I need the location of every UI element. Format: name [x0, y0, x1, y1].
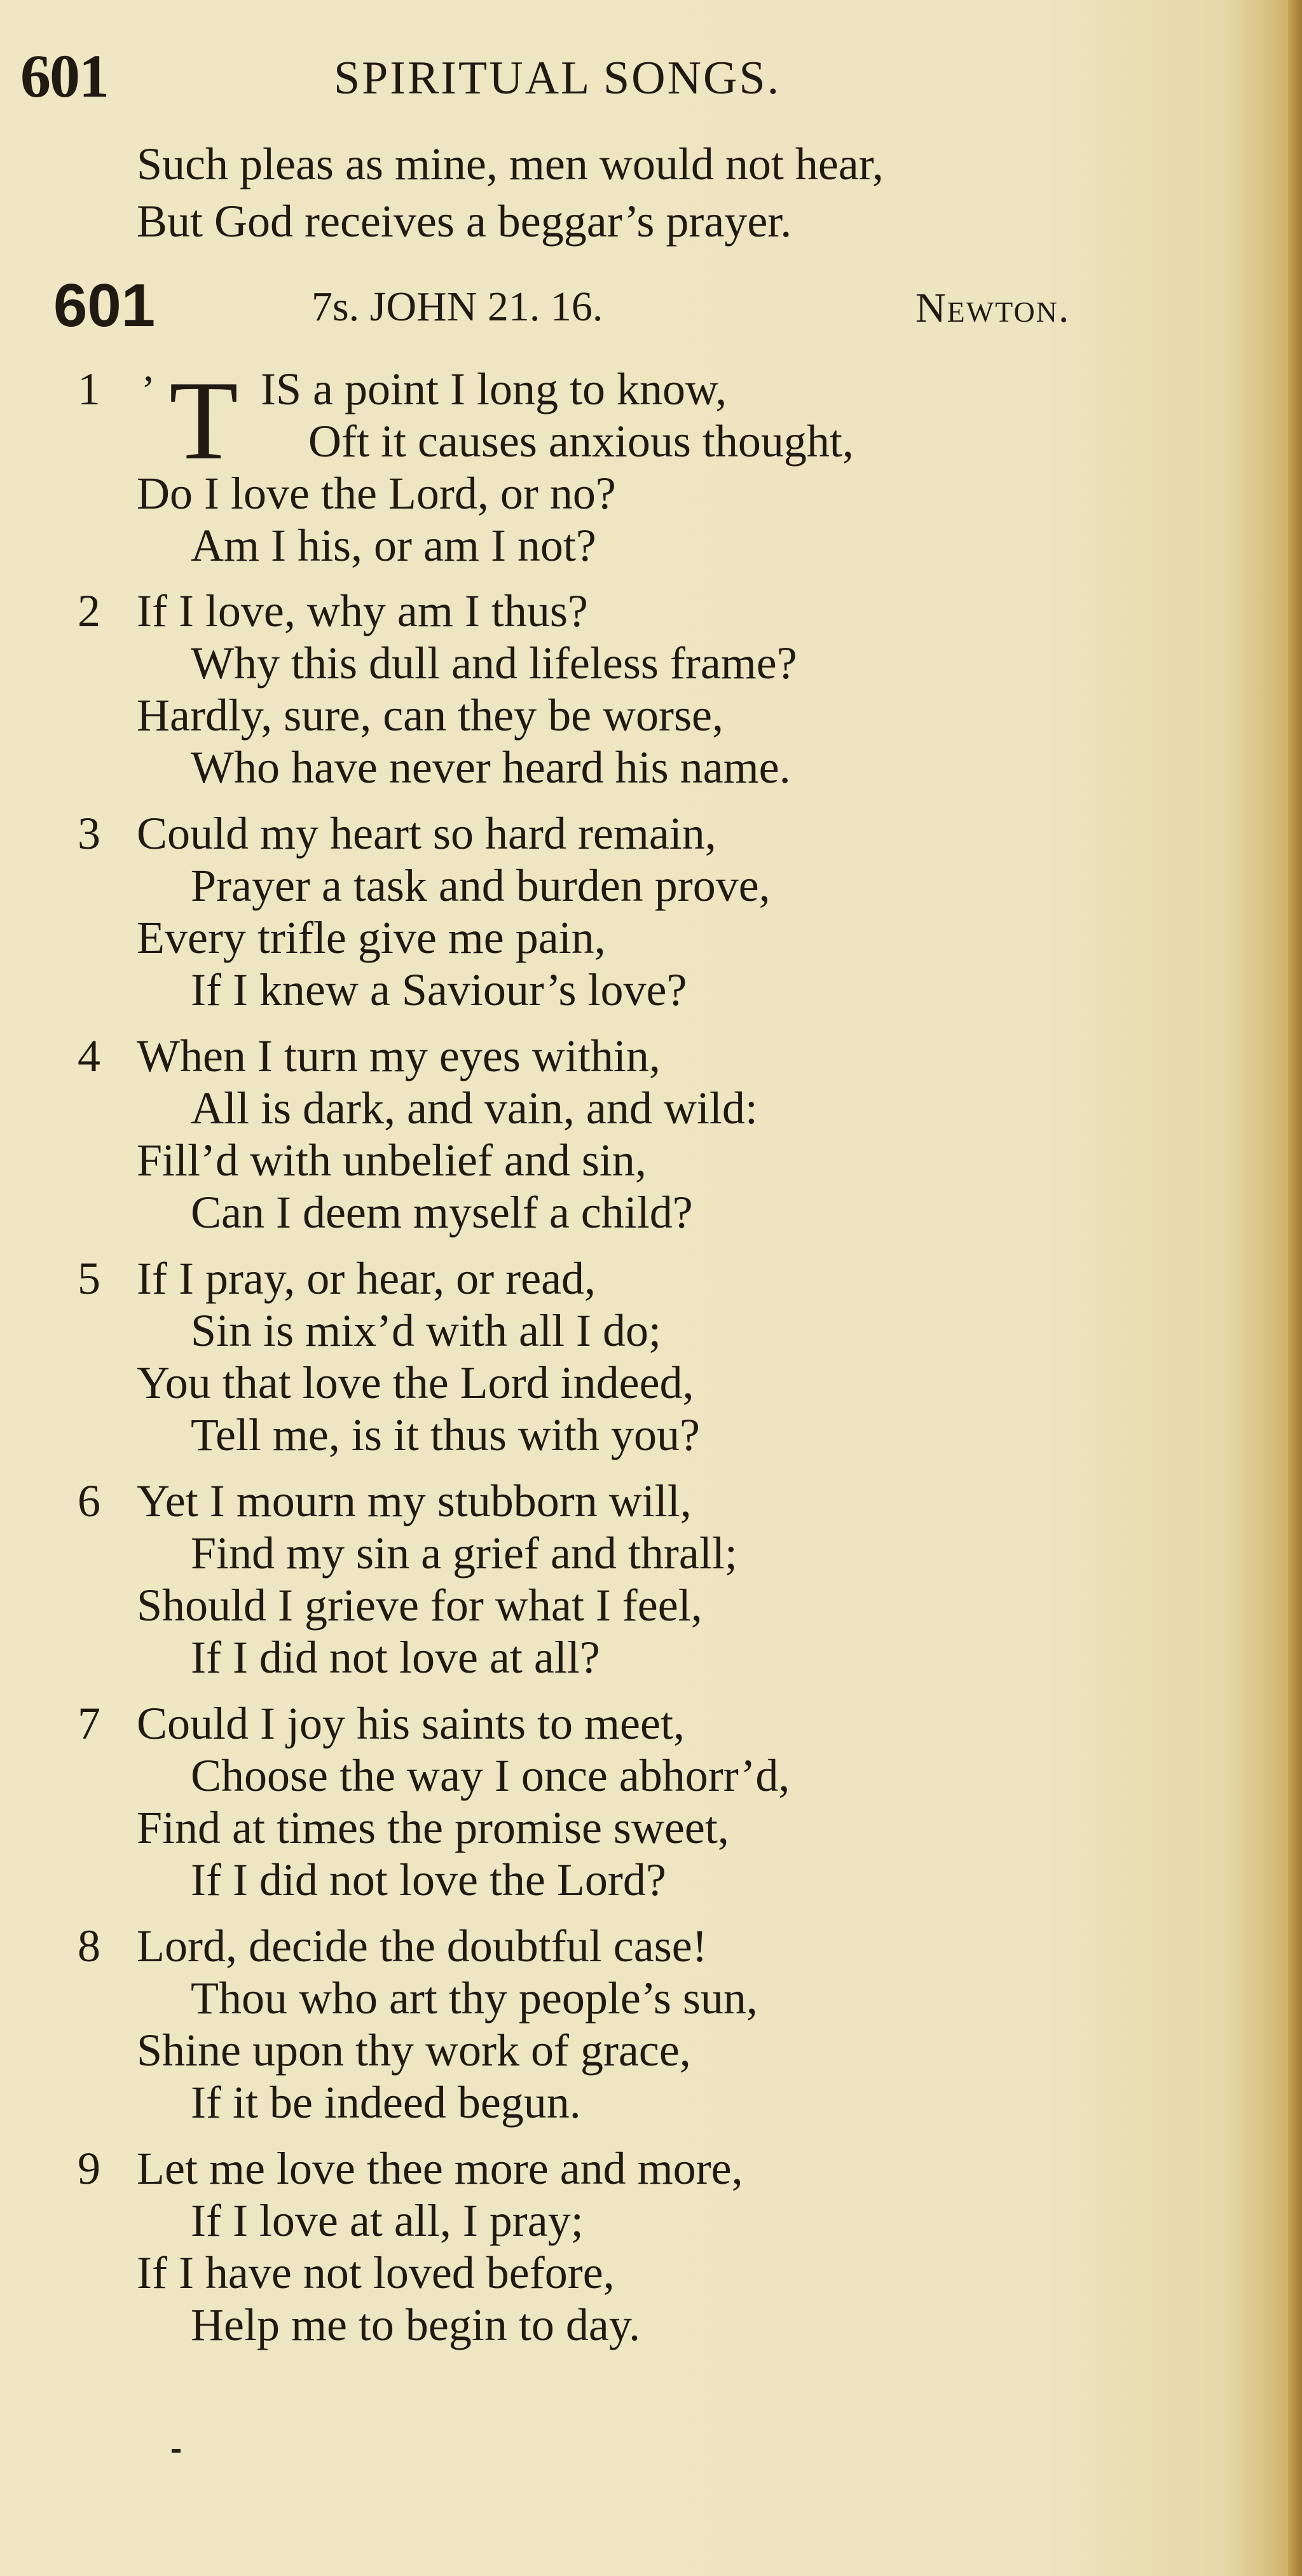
- verse-line: Can I deem myself a child?: [191, 1187, 693, 1238]
- verse-line: If I pray, or hear, or read,: [137, 1253, 596, 1304]
- verse-line: All is dark, and vain, and wild:: [191, 1083, 758, 1134]
- verse-line: If I love at all, I pray;: [191, 2195, 584, 2246]
- verse-line: If I did not love at all?: [191, 1632, 600, 1683]
- stanza-number: 3: [78, 808, 100, 859]
- verse-line: Prayer a task and burden prove,: [191, 860, 771, 911]
- drop-cap-mark: ’: [141, 367, 155, 414]
- verse-line: Should I grieve for what I feel,: [137, 1580, 702, 1631]
- hymn-number: 601: [53, 271, 156, 339]
- verse-line: Choose the way I once abhorr’d,: [191, 1750, 790, 1801]
- verse-line: When I turn my eyes within,: [137, 1031, 661, 1081]
- previous-hymn-line: Such pleas as mine, men would not hear,: [137, 139, 884, 189]
- stanza-number: 7: [78, 1698, 100, 1749]
- printer-mark: [172, 2449, 181, 2453]
- verse-line: If it be indeed begun.: [191, 2077, 581, 2128]
- verse-line: Thou who art thy people’s sun,: [191, 1973, 758, 2024]
- verse-line: If I did not love the Lord?: [191, 1854, 666, 1905]
- verse-line: Find my sin a grief and thrall;: [191, 1528, 737, 1579]
- verse-line: Could I joy his saints to meet,: [137, 1698, 685, 1749]
- hymn-author: Newton.: [915, 285, 1071, 331]
- page-number: 601: [20, 42, 108, 110]
- stanza-number: 2: [78, 586, 100, 636]
- stanza-number: 8: [78, 1921, 100, 1971]
- verse-line: Who have never heard his name.: [191, 742, 791, 793]
- stanza-number: 6: [78, 1476, 100, 1526]
- verse-line: Hardly, sure, can they be worse,: [137, 690, 723, 741]
- verse-line: If I love, why am I thus?: [137, 586, 588, 636]
- verse-line: Sin is mix’d with all I do;: [191, 1305, 662, 1356]
- drop-cap: T: [169, 357, 238, 483]
- verse-line: Find at times the promise sweet,: [137, 1802, 729, 1853]
- verse-line: Let me love thee more and more,: [137, 2143, 743, 2194]
- stanza-number: 9: [78, 2143, 100, 2194]
- verse-line: Every trifle give me pain,: [137, 912, 606, 963]
- verse-line: Yet I mourn my stubborn will,: [137, 1476, 692, 1526]
- verse-line: Am I his, or am I not?: [191, 520, 596, 571]
- verse-line: Fill’d with unbelief and sin,: [137, 1135, 647, 1186]
- page-edge: [1288, 0, 1302, 2576]
- verse-line: Lord, decide the doubtful case!: [137, 1921, 708, 1971]
- hymn-meter-scripture: 7s. JOHN 21. 16.: [312, 284, 603, 330]
- stanza-number: 5: [78, 1253, 100, 1304]
- verse-line: Do I love the Lord, or no?: [137, 468, 616, 519]
- verse-line: IS a point I long to know,: [261, 364, 727, 414]
- verse-line: Shine upon thy work of grace,: [137, 2025, 691, 2076]
- running-title: SPIRITUAL SONGS.: [334, 52, 781, 104]
- verse-line: You that love the Lord indeed,: [137, 1357, 694, 1408]
- verse-line: Oft it causes anxious thought,: [308, 416, 854, 467]
- verse-line: Why this dull and lifeless frame?: [191, 638, 797, 689]
- stanza-number: 1: [78, 364, 100, 414]
- verse-line: If I knew a Saviour’s love?: [191, 964, 687, 1015]
- verse-line: Help me to begin to day.: [191, 2299, 641, 2350]
- verse-line: Tell me, is it thus with you?: [191, 1409, 700, 1460]
- stanza-number: 4: [78, 1031, 100, 1081]
- verse-line: If I have not loved before,: [137, 2247, 615, 2298]
- verse-line: Could my heart so hard remain,: [137, 808, 716, 859]
- previous-hymn-line: But God receives a beggar’s prayer.: [137, 196, 792, 247]
